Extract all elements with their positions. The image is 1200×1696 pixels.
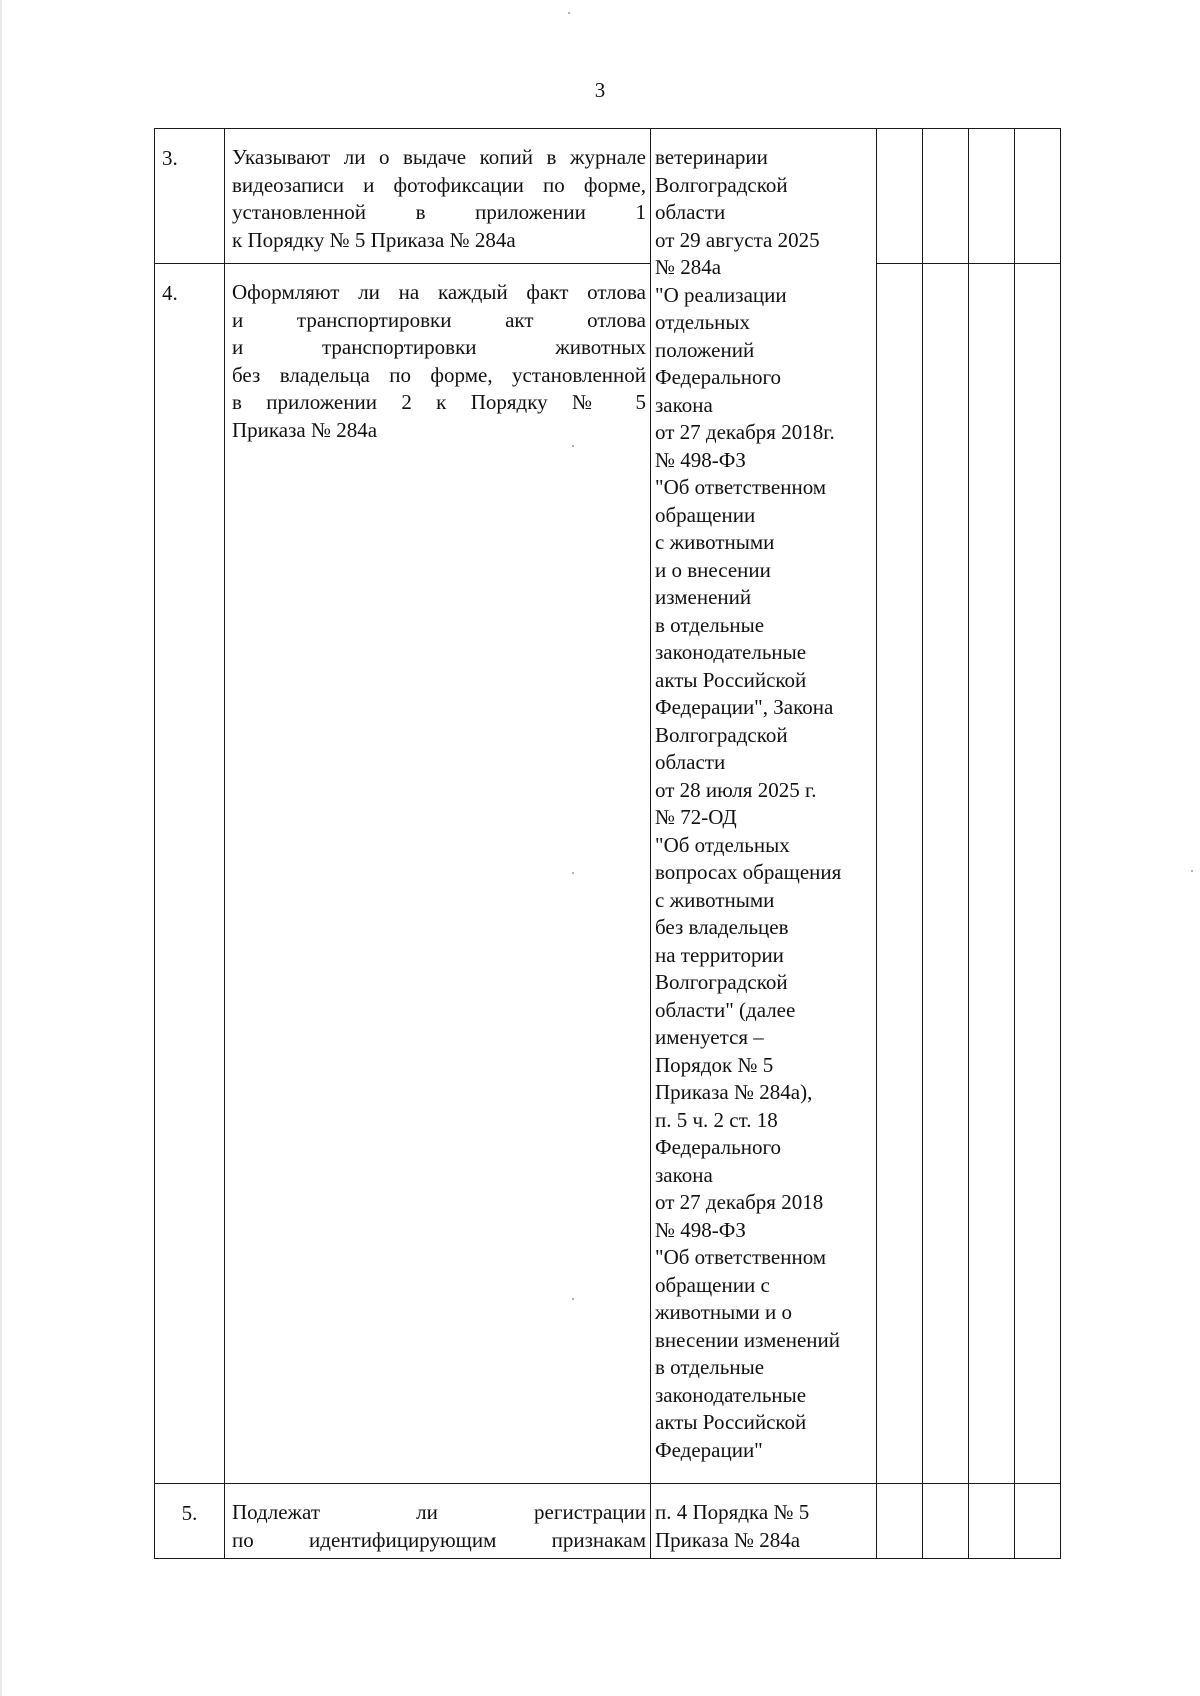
reference-line: "Об отдельных <box>655 832 790 857</box>
reference-line: акты Российской <box>655 667 807 692</box>
reference-line: ветеринарии <box>655 145 768 169</box>
check-cell <box>877 264 923 1484</box>
reference-line: области <box>655 750 726 774</box>
reference-line: Волгоградской <box>655 722 788 747</box>
reference-line: Федерального <box>655 1135 782 1159</box>
reference-line: Волгоградской <box>655 970 788 994</box>
reference-line: "О реализации <box>655 282 787 307</box>
table-row <box>155 129 1061 264</box>
check-cell <box>877 1484 923 1559</box>
check-cell <box>969 129 1015 264</box>
reference-line: в отдельные <box>655 612 765 637</box>
check-cell <box>923 129 969 264</box>
row-number: 4. <box>162 281 178 305</box>
reference-line: № 498-ФЗ <box>655 447 746 472</box>
reference-line: акты Российской <box>655 1410 807 1434</box>
question-cell <box>225 129 651 264</box>
reference-line: от 29 августа 2025 <box>655 227 820 252</box>
table-row <box>155 264 1061 1484</box>
reference-line: отдельных <box>655 310 751 334</box>
scan-edge <box>0 0 2 1696</box>
check-cell <box>923 1484 969 1559</box>
scan-speck <box>568 12 570 14</box>
reference-line: законодательные <box>655 1382 807 1407</box>
row-number-cell <box>155 129 225 264</box>
legal-reference-text <box>651 129 876 1464</box>
reference-line: именуется – <box>655 1025 764 1049</box>
question-text <box>225 264 650 444</box>
question-line: видеозаписи и фотофиксации по форме, <box>232 172 646 197</box>
check-cell <box>969 264 1015 1484</box>
checklist-table <box>154 128 1061 1559</box>
question-line: Оформляют ли на каждый факт отлова <box>232 280 646 304</box>
row-number-cell <box>155 1484 225 1559</box>
question-line: по идентифицирующим признакам <box>232 1527 646 1552</box>
legal-reference-text <box>651 1484 876 1554</box>
scan-speck <box>1191 870 1193 872</box>
check-cell <box>969 1484 1015 1559</box>
reference-line: закона <box>655 1162 713 1187</box>
question-text <box>225 1484 650 1554</box>
question-line: установленной в приложении 1 <box>232 200 646 224</box>
check-cell <box>1015 264 1061 1484</box>
reference-line: Приказа № 284а <box>655 1527 801 1552</box>
reference-line: без владельцев <box>655 915 789 939</box>
reference-line: области <box>655 200 726 224</box>
reference-line: на территории <box>655 942 784 967</box>
reference-line: Волгоградской <box>655 172 788 197</box>
reference-line: п. 4 Порядка № 5 <box>655 1500 810 1524</box>
question-cell <box>225 264 651 1484</box>
reference-line: обращении с <box>655 1272 770 1297</box>
row-number: 5. <box>181 1501 198 1525</box>
page-number: 3 <box>594 78 606 102</box>
row-number: 3. <box>162 146 178 170</box>
check-cell <box>877 129 923 264</box>
check-cell <box>1015 1484 1061 1559</box>
legal-reference-cell <box>651 1484 877 1559</box>
reference-line: области" (далее <box>655 997 796 1022</box>
question-line: Указывают ли о выдаче копий в журнале <box>232 145 646 169</box>
question-line: без владельца по форме, установленной <box>232 362 646 387</box>
reference-line: № 498-ФЗ <box>655 1217 746 1242</box>
check-cell <box>923 264 969 1484</box>
reference-line: Федерации", Закона <box>655 695 834 719</box>
reference-line: и о внесении <box>655 557 771 582</box>
table-row <box>155 1484 1061 1559</box>
reference-line: изменений <box>655 585 752 609</box>
reference-line: с животными <box>655 530 775 554</box>
reference-line: с животными <box>655 887 775 912</box>
reference-line: животными и о <box>655 1300 793 1324</box>
reference-line: № 72-ОД <box>655 805 737 829</box>
reference-line: вопросах обращения <box>655 860 842 884</box>
row-number-cell <box>155 264 225 1484</box>
question-line: Подлежат ли регистрации <box>232 1500 646 1524</box>
reference-line: № 284а <box>655 255 722 279</box>
question-line: к Порядку № 5 Приказа № 284а <box>232 227 516 252</box>
reference-line: положений <box>655 337 755 362</box>
reference-line: Федерального <box>655 365 782 389</box>
reference-line: "Об ответственном <box>655 1245 827 1269</box>
reference-line: внесении изменений <box>655 1327 840 1352</box>
check-cell <box>1015 129 1061 264</box>
reference-line: Порядок № 5 <box>655 1052 774 1077</box>
reference-line: от 28 июля 2025 г. <box>655 777 817 802</box>
reference-line: закона <box>655 392 713 417</box>
reference-line: от 27 декабря 2018г. <box>655 420 835 444</box>
reference-line: обращении <box>655 502 756 527</box>
reference-line: в отдельные <box>655 1355 765 1379</box>
reference-line: "Об ответственном <box>655 475 827 499</box>
question-line: и транспортировки акт отлова <box>232 307 646 332</box>
reference-line: п. 5 ч. 2 ст. 18 <box>655 1107 778 1132</box>
reference-line: Федерации" <box>655 1437 763 1462</box>
question-text <box>225 129 650 254</box>
question-cell <box>225 1484 651 1559</box>
reference-line: Приказа № 284а), <box>655 1080 813 1104</box>
question-line: и транспортировки животных <box>232 335 646 359</box>
question-line: Приказа № 284а <box>232 417 378 442</box>
reference-line: законодательные <box>655 640 807 664</box>
legal-reference-cell <box>651 129 877 1484</box>
reference-line: от 27 декабря 2018 <box>655 1190 824 1214</box>
question-line: в приложении 2 к Порядку № 5 <box>232 390 646 414</box>
